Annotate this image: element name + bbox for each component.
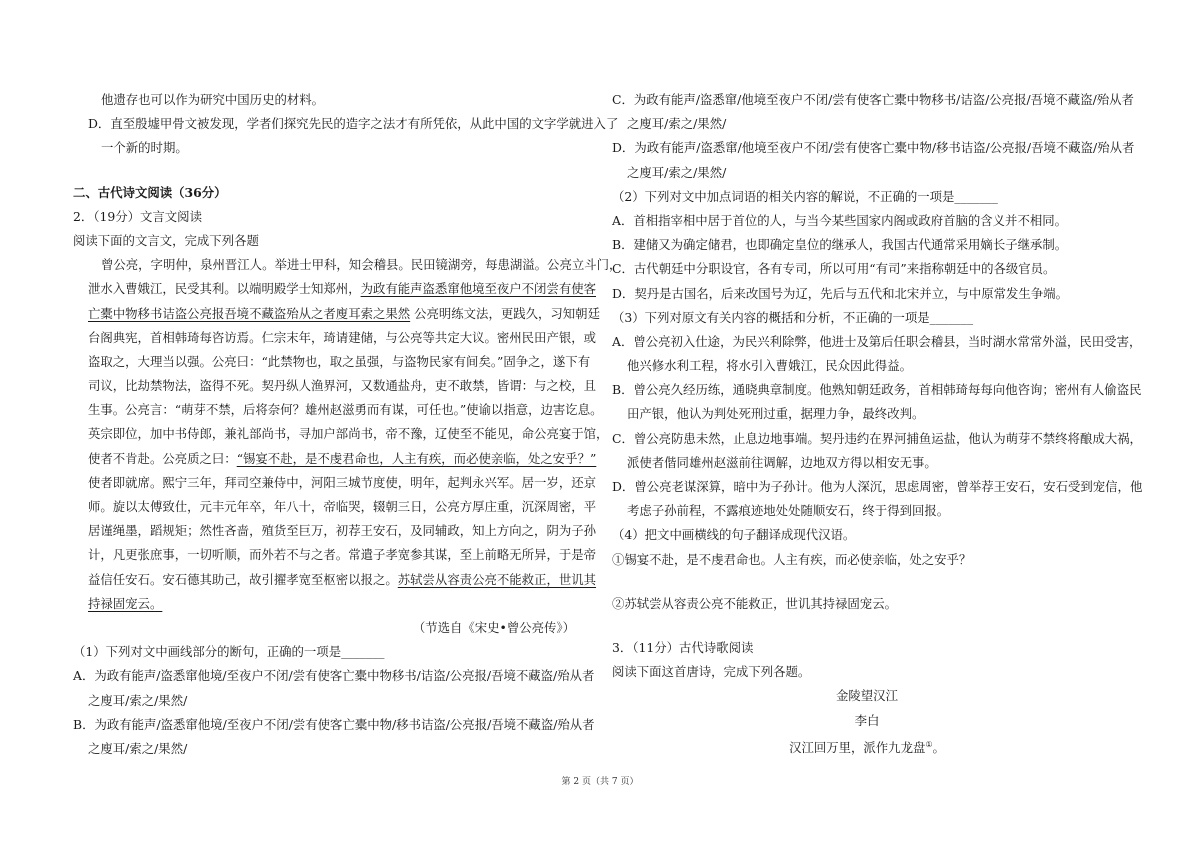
question-3-intro: 阅读下面这首唐诗，完成下列各题。 [612,664,811,680]
option-a-line: A．首相指宰相中居于首位的人，与当今某些国家内阁或政府首脑的含义并不相同。 [612,212,1068,228]
passage-line: 英宗即位，加中书侍郎，兼礼部尚书，寻加户部尚书，帝不豫，辽使至不能见，命公亮宴于馆， [88,426,609,442]
underlined-text: 苏轼尝从容责公亮不能救正，世讥其 [397,571,597,587]
passage-line [73,592,583,616]
passage-line: 使者即就席。熙宁三年，拜司空兼侍中，河阳三城节度使，明年，起判永兴军。居一岁，还京 [88,474,597,490]
option-d-line: D．为政有能声/盗悉窜/他境至夜户不闭/尝有使客亡橐中物/移书诘盗/公亮报/吾境不藏盗/殆从者 [612,140,1135,156]
subquestion-4: （4）把文中画横线的句子翻译成现代汉语。 [612,527,856,543]
passage-text: 公亮明练文法，更践久，习知朝廷 [414,305,600,321]
section-heading: 二、古代诗文阅读（36分） [73,184,227,200]
passage-line: 居谨绳墨，蹈规矩；然性吝啬，殖货至巨万，初荐王安石，及同辅政，知上方向之，阴为子孙 [88,523,597,539]
text-line: 一个新的时期。 [101,140,188,156]
passage-text: 益信任安石。安石德其助己，故引擢孝宽至枢密以报之。 [88,571,398,587]
option-c-line: C．为政有能声/盗悉窜/他境至夜户不闭/尝有使客亡橐中物移书/诘盗/公亮报/吾境不藏盗/殆从者 [612,92,1134,107]
option-a-line: A．曾公亮初入仕途，为民兴利除弊，他进士及第后任职会稽县，当时湖水常常外溢，民田受害， [612,333,1142,349]
option-b-line: B．曾公亮久经历练，通晓典章制度。他熟知朝廷政务，首相韩琦每每向他咨询；密州有人偷盗民 [612,382,1142,398]
poem-author: 李白 [854,712,880,728]
option-d-line: D．契丹是古国名，后来改国号为辽，先后与五代和北宋并立，与中原常发生争端。 [612,285,1068,301]
option-b-line: 之廋耳/索之/果然/ [88,740,188,756]
passage-line: 曾公亮，字明仲，泉州晋江人。举进士甲科，知会稽县。民田镜湖旁，每患湖溢。公亮立斗门， [101,257,622,273]
subquestion-1: （1）下列对文中画线部分的断句，正确的一项是_______ [73,644,385,660]
passage-text: 泄水入曹娥江，民受其利。以端明殿学士知郑州， [88,281,361,297]
option-c-line: 之廋耳/索之/果然/ [627,116,727,132]
right-column [612,88,1143,757]
translation-item-2: ②苏轼尝从容责公亮不能救正，世讥其持禄固宠云。 [612,595,897,611]
option-a-line: A．为政有能声/盗悉窜他境/至夜户不闭/尝有使客亡橐中物移书/诘盗/公亮报/吾境不藏盗/殆从者 [73,668,595,684]
poem-line [612,733,1122,757]
option-a-line: 之廋耳/索之/果然/ [88,692,188,708]
poem-title: 金陵望汉江 [836,688,898,704]
passage-line: 计，凡更张庶事，一切听顺，而外若不与之者。常遣子孝宽参其谋，至上前略无所异，于是帝 [88,547,597,563]
translation-item-1: ①锡宴不赴，是不虔君命也。人主有疾，而必使亲临，处之安乎？ [612,551,972,567]
option-c-line: C．曾公亮防患未然，止息边地事端。契丹违约在界河捕鱼运盐，他认为萌芽不禁终将酿成大祸， [612,430,1142,446]
footnote-marker: ① [925,739,933,749]
passage-line [73,568,597,592]
page-footer: 第 2 页（共 7 页） [561,777,639,787]
poem-punctuation: 。 [932,739,945,755]
underlined-text: 持禄固宠云。 [88,595,163,611]
option-b-line: B．建储又为确定储君，也即确定皇位的继承人，我国古代通常采用嫡长子继承制。 [612,237,1068,253]
option-b-line: B．为政有能声/盗悉窜他境/至夜户不闭/尝有使客亡橐中物/移书诘盗/公亮报/吾境不藏盗/殆从者 [73,716,595,732]
subquestion-2: （2）下列对文中加点词语的相关内容的解说，不正确的一项是_______ [612,188,998,204]
option-a-line: 他兴修水利工程，将水引入曹娥江，民众因此得益。 [627,358,912,374]
question-2-title: 2．（19分）文言文阅读 [73,208,202,224]
option-c-line: C．古代朝廷中分职设官，各有专司，所以可用“有司”来指称朝廷中的各级官员。 [612,261,1056,277]
passage-source: （节选自《宋史•曾公亮传》） [412,619,575,635]
passage-line: 生事。公亮言：“萌芽不禁，后将奈何？雄州赵滋勇而有谋，可任也。”使谕以指意，边害讫息。 [88,402,603,418]
question-3-title: 3．（11分）古代诗歌阅读 [612,639,754,655]
subquestion-3: （3）下列对原文有关内容的概括和分析，不正确的一项是_______ [612,309,974,325]
option-d-line: D．直至殷墟甲骨文被发现，学者们探究先民的造字之法才有所凭依，从此中国的文字学就进入了 [88,116,619,132]
option-b-line: 田产银，他认为判处死刑过重，据理力争，最终改判。 [627,406,925,422]
underlined-text: 亡橐中物移书诘盗公亮报吾境不藏盗殆从之者廋耳索之果然 [88,305,411,321]
passage-line: 盗取之，大理当以强。公亮曰：“此禁物也，取之虽强，与盗物民家有间矣。”固争之，遂下有 [88,353,591,369]
passage-line [73,302,600,326]
option-d-line: 考虑子孙前程，不露痕迹地处处随顺安石，终于得到回报。 [627,503,950,519]
underlined-text: “锡宴不赴，是不虔君命也，人主有疾，而必使亲临，处之安乎？” [236,450,597,466]
passage-text: 使者不肯赴。公亮质之曰： [88,450,237,466]
text-line: 他遗存也可以作为研究中国历史的材料。 [101,92,325,107]
underlined-text: 为政有能声盗悉窜他境至夜户不闭尝有使客 [360,281,597,297]
passage-line [73,447,597,471]
passage-line: 师。旋以太傅致仕，元丰元年卒，年八十，帝临哭，辍朝三日，公亮方厚庄重，沉深周密，平 [88,499,597,514]
left-column [73,88,622,761]
passage-line [73,277,597,301]
passage-line: 司议，比劫禁物法，盗得不死。契丹纵人渔界河，又数通盐舟，吏不敢禁，皆谓：与之校，且 [88,378,597,394]
option-c-line: 派使者偕同雄州赵滋前往调解，边地双方得以相安无事。 [627,454,937,470]
option-d-line: 之廋耳/索之/果然/ [627,164,727,180]
option-d-line: D．曾公亮老谋深算，暗中为子孙计。他为人深沉，思虑周密，曾举荐王安石，安石受到宠信，他 [612,479,1143,494]
passage-line: 台阁典宪，首相韩琦每咨访焉。仁宗末年，琦请建储，与公亮等共定大议。密州民田产银，或 [88,329,597,345]
poem-text: 汉江回万里，派作九龙盘 [789,739,926,755]
question-2-intro: 阅读下面的文言文，完成下列各题 [73,232,259,248]
